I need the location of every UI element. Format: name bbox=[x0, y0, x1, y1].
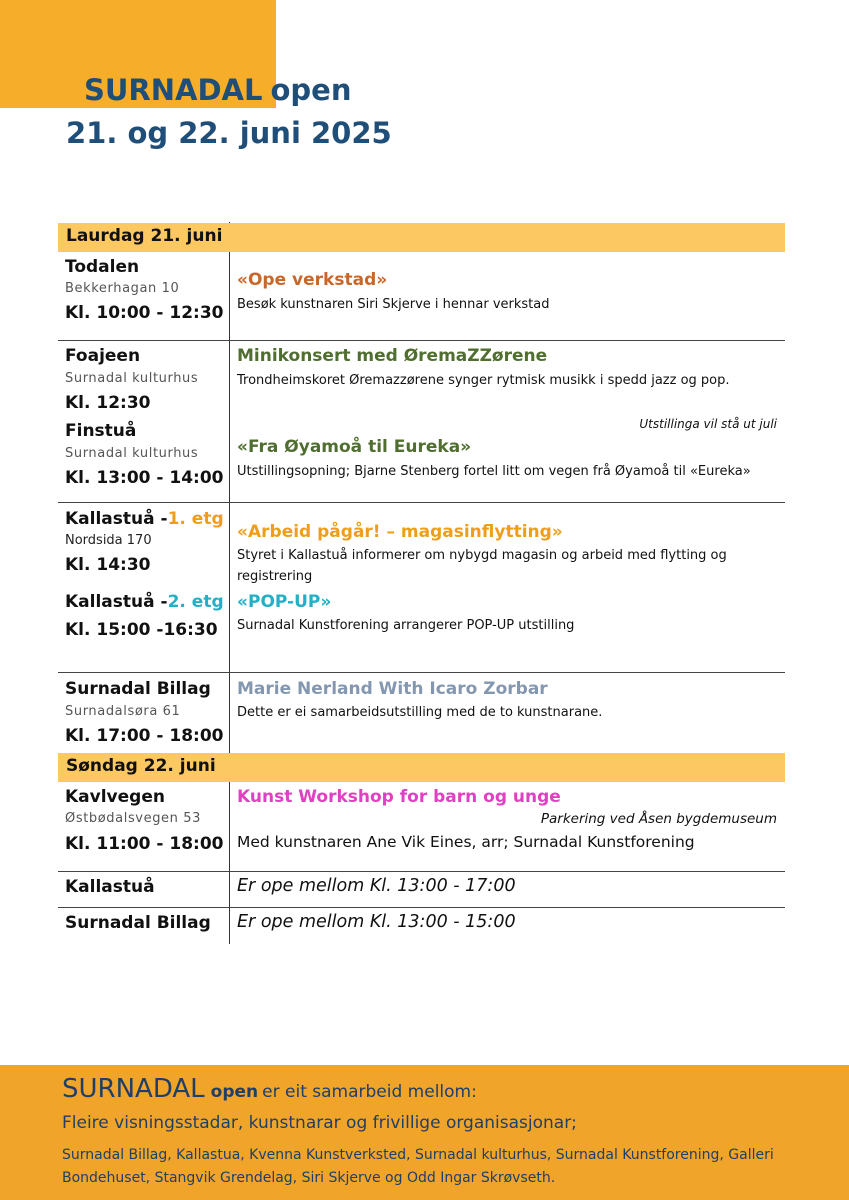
place-address: Nordsida 170 bbox=[65, 533, 152, 548]
event-time: Kl. 10:00 - 12:30 bbox=[65, 303, 224, 323]
event-note: Utstillinga vil stå ut juli bbox=[639, 417, 777, 431]
column-divider bbox=[229, 222, 230, 944]
event-time: Kl. 12:30 bbox=[65, 393, 151, 413]
place-name: Surnadal Billag bbox=[65, 679, 211, 699]
event-description: Utstillingsopning; Bjarne Stenberg fortel litt om vegen frå Øyamoå til «Eureka» bbox=[237, 464, 751, 479]
place-name bbox=[65, 509, 224, 529]
place-label: Kallastuå - bbox=[65, 592, 168, 612]
event-description: Styret i Kallastuå informerer om nybygd magasin og arbeid med flytting og registrering bbox=[237, 548, 727, 584]
event-title: Minikonsert med ØremaZZørene bbox=[237, 346, 548, 366]
row-divider bbox=[58, 340, 785, 341]
place-label: Kallastuå - bbox=[65, 509, 168, 529]
place-address: Surnadalsøra 61 bbox=[65, 704, 181, 719]
row-divider bbox=[58, 871, 785, 872]
event-title: Kunst Workshop for barn og unge bbox=[237, 787, 561, 807]
event-time: Kl. 14:30 bbox=[65, 555, 151, 575]
event-title: «POP-UP» bbox=[237, 592, 332, 612]
day-header-saturday bbox=[58, 223, 785, 252]
event-title: «Ope verkstad» bbox=[237, 270, 388, 290]
event-description: Dette er ei samarbeidsutstilling med de to kunstnarane. bbox=[237, 705, 603, 720]
event-note: Parkering ved Åsen bygdemuseum bbox=[540, 811, 777, 827]
row-divider bbox=[58, 502, 785, 503]
place-address: Bekkerhagan 10 bbox=[65, 281, 180, 296]
place-name: Todalen bbox=[65, 257, 140, 277]
event-time: Kl. 11:00 - 18:00 bbox=[65, 834, 224, 854]
opening-hours: Er ope mellom Kl. 13:00 - 17:00 bbox=[237, 876, 516, 896]
place-name bbox=[65, 592, 224, 612]
place-address: Surnadal kulturhus bbox=[65, 446, 199, 461]
place-address: Surnadal kulturhus bbox=[65, 371, 199, 386]
day-label: Søndag 22. juni bbox=[66, 756, 216, 776]
place-address: Østbødalsvegen 53 bbox=[65, 811, 201, 826]
place-name: Kallastuå bbox=[65, 877, 155, 897]
place-name: Finstuå bbox=[65, 421, 137, 441]
event-title: «Arbeid pågår! – magasinflytting» bbox=[237, 522, 563, 542]
footer-heading bbox=[62, 1074, 477, 1104]
day-label: Laurdag 21. juni bbox=[66, 226, 223, 246]
floor-label: 2. etg bbox=[167, 592, 224, 612]
footer-partners: Surnadal Billag, Kallastua, Kvenna Kunstverksted, Surnadal kulturhus, Surnadal Kunstforening, Galleri Bondehuset, Stangvik Grendelag, Siri Skjerve og Odd Ingar Skrøvseth. bbox=[62, 1147, 774, 1186]
footer-brand: SURNADAL bbox=[62, 1074, 205, 1104]
event-time: Kl. 13:00 - 14:00 bbox=[65, 468, 224, 488]
brand-name: SURNADAL bbox=[84, 73, 263, 107]
opening-hours: Er ope mellom Kl. 13:00 - 15:00 bbox=[237, 912, 516, 932]
event-title: Marie Nerland With Icaro Zorbar bbox=[237, 679, 548, 699]
floor-label: 1. etg bbox=[167, 509, 224, 529]
event-dates: 21. og 22. juni 2025 bbox=[66, 116, 392, 150]
footer-open: open bbox=[210, 1082, 259, 1102]
event-time: Kl. 15:00 -16:30 bbox=[65, 620, 218, 640]
row-divider bbox=[58, 672, 785, 673]
event-description: Surnadal Kunstforening arrangerer POP-UP utstilling bbox=[237, 618, 575, 633]
brand-suffix: open bbox=[270, 73, 352, 107]
event-description: Besøk kunstnaren Siri Skjerve i hennar verkstad bbox=[237, 297, 550, 312]
place-name: Surnadal Billag bbox=[65, 913, 211, 933]
page-title bbox=[84, 73, 352, 107]
event-description: Trondheimskoret Øremazzørene synger rytmisk musikk i spedd jazz og pop. bbox=[237, 373, 730, 388]
row-divider bbox=[58, 907, 785, 908]
place-name: Foajeen bbox=[65, 346, 141, 366]
event-time: Kl. 17:00 - 18:00 bbox=[65, 726, 224, 746]
day-header-sunday bbox=[58, 753, 785, 782]
place-name: Kavlvegen bbox=[65, 787, 165, 807]
footer-heading-rest: er eit samarbeid mellom: bbox=[262, 1082, 477, 1102]
footer-subheading: Fleire visningsstadar, kunstnarar og frivillige organisasjonar; bbox=[62, 1113, 577, 1133]
event-title: «Fra Øyamoå til Eureka» bbox=[237, 437, 472, 457]
event-description: Med kunstnaren Ane Vik Eines, arr; Surnadal Kunstforening bbox=[237, 833, 695, 851]
